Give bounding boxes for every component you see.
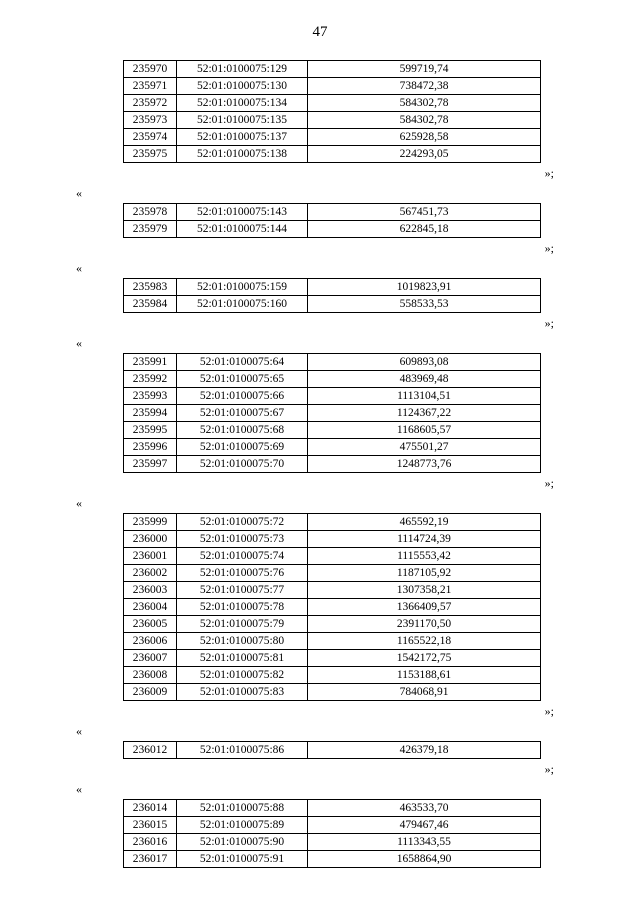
value-cell: 1307358,21 xyxy=(308,582,541,599)
value-cell: 584302,78 xyxy=(308,112,541,129)
cadastral-table xyxy=(123,353,541,473)
cadastral-number-cell: 52:01:0100075:88 xyxy=(177,800,308,817)
cadastral-number-cell: 52:01:0100075:89 xyxy=(177,817,308,834)
value-cell: 2391170,50 xyxy=(308,616,541,633)
value-cell: 1113343,55 xyxy=(308,834,541,851)
cadastral-number-cell: 52:01:0100075:81 xyxy=(177,650,308,667)
cadastral-number-cell: 52:01:0100075:72 xyxy=(177,514,308,531)
value-cell: 738472,38 xyxy=(308,78,541,95)
cadastral-number-cell: 52:01:0100075:86 xyxy=(177,742,308,759)
row-number-cell: 235997 xyxy=(124,456,177,473)
row-number-cell: 235993 xyxy=(124,388,177,405)
row-number-cell: 235979 xyxy=(124,221,177,238)
cadastral-number-cell: 52:01:0100075:68 xyxy=(177,422,308,439)
cadastral-number-cell: 52:01:0100075:74 xyxy=(177,548,308,565)
table-block xyxy=(0,258,640,333)
table-row xyxy=(124,221,541,238)
cadastral-number-cell: 52:01:0100075:78 xyxy=(177,599,308,616)
value-cell: 1113104,51 xyxy=(308,388,541,405)
table-row xyxy=(124,599,541,616)
cadastral-number-cell: 52:01:0100075:76 xyxy=(177,565,308,582)
table-block xyxy=(0,721,640,779)
value-cell: 558533,53 xyxy=(308,296,541,313)
table-row xyxy=(124,650,541,667)
table-row xyxy=(124,129,541,146)
row-number-cell: 235994 xyxy=(124,405,177,422)
table-row xyxy=(124,95,541,112)
cadastral-table xyxy=(123,203,541,238)
cadastral-number-cell: 52:01:0100075:79 xyxy=(177,616,308,633)
cadastral-number-cell: 52:01:0100075:90 xyxy=(177,834,308,851)
row-number-cell: 235973 xyxy=(124,112,177,129)
table-row xyxy=(124,817,541,834)
table-row xyxy=(124,834,541,851)
opening-quote: « xyxy=(76,724,82,738)
table-row xyxy=(124,667,541,684)
table-row xyxy=(124,61,541,78)
closing-quote: »; xyxy=(544,704,554,718)
cadastral-number-cell: 52:01:0100075:82 xyxy=(177,667,308,684)
value-cell: 1165522,18 xyxy=(308,633,541,650)
closing-quote: »; xyxy=(544,316,554,330)
cadastral-number-cell: 52:01:0100075:83 xyxy=(177,684,308,701)
cadastral-number-cell: 52:01:0100075:143 xyxy=(177,204,308,221)
cadastral-number-cell: 52:01:0100075:130 xyxy=(177,78,308,95)
table-block xyxy=(0,183,640,258)
opening-quote: « xyxy=(76,496,82,510)
value-cell: 426379,18 xyxy=(308,742,541,759)
table-row xyxy=(124,456,541,473)
table-row xyxy=(124,78,541,95)
row-number-cell: 236014 xyxy=(124,800,177,817)
row-number-cell: 235996 xyxy=(124,439,177,456)
row-number-cell: 236009 xyxy=(124,684,177,701)
value-cell: 1153188,61 xyxy=(308,667,541,684)
cadastral-number-cell: 52:01:0100075:160 xyxy=(177,296,308,313)
cadastral-number-cell: 52:01:0100075:137 xyxy=(177,129,308,146)
table-row xyxy=(124,439,541,456)
value-cell: 475501,27 xyxy=(308,439,541,456)
table-row xyxy=(124,279,541,296)
row-number-cell: 236008 xyxy=(124,667,177,684)
cadastral-number-cell: 52:01:0100075:144 xyxy=(177,221,308,238)
row-number-cell: 235975 xyxy=(124,146,177,163)
cadastral-table xyxy=(123,513,541,701)
opening-quote: « xyxy=(76,261,82,275)
table-row xyxy=(124,371,541,388)
table-row xyxy=(124,742,541,759)
row-number-cell: 235984 xyxy=(124,296,177,313)
opening-quote: « xyxy=(76,186,82,200)
table-row xyxy=(124,422,541,439)
page-number: 47 xyxy=(312,24,328,40)
cadastral-number-cell: 52:01:0100075:66 xyxy=(177,388,308,405)
row-number-cell: 235992 xyxy=(124,371,177,388)
table-row xyxy=(124,633,541,650)
closing-quote: »; xyxy=(544,166,554,180)
cadastral-number-cell: 52:01:0100075:65 xyxy=(177,371,308,388)
row-number-cell: 235972 xyxy=(124,95,177,112)
value-cell: 1114724,39 xyxy=(308,531,541,548)
row-number-cell: 236003 xyxy=(124,582,177,599)
row-number-cell: 235978 xyxy=(124,204,177,221)
row-number-cell: 236012 xyxy=(124,742,177,759)
value-cell: 784068,91 xyxy=(308,684,541,701)
cadastral-table xyxy=(123,799,541,868)
cadastral-number-cell: 52:01:0100075:159 xyxy=(177,279,308,296)
row-number-cell: 236004 xyxy=(124,599,177,616)
value-cell: 622845,18 xyxy=(308,221,541,238)
value-cell: 1124367,22 xyxy=(308,405,541,422)
cadastral-number-cell: 52:01:0100075:69 xyxy=(177,439,308,456)
row-number-cell: 235983 xyxy=(124,279,177,296)
row-number-cell: 236001 xyxy=(124,548,177,565)
table-row xyxy=(124,388,541,405)
table-row xyxy=(124,204,541,221)
cadastral-number-cell: 52:01:0100075:134 xyxy=(177,95,308,112)
row-number-cell: 235971 xyxy=(124,78,177,95)
table-row xyxy=(124,514,541,531)
table-row xyxy=(124,296,541,313)
value-cell: 1168605,57 xyxy=(308,422,541,439)
row-number-cell: 235974 xyxy=(124,129,177,146)
table-row xyxy=(124,800,541,817)
table-row xyxy=(124,684,541,701)
row-number-cell: 236005 xyxy=(124,616,177,633)
value-cell: 224293,05 xyxy=(308,146,541,163)
value-cell: 599719,74 xyxy=(308,61,541,78)
table-row xyxy=(124,851,541,868)
closing-quote: »; xyxy=(544,241,554,255)
cadastral-number-cell: 52:01:0100075:91 xyxy=(177,851,308,868)
opening-quote: « xyxy=(76,782,82,796)
table-block xyxy=(0,779,640,868)
table-row xyxy=(124,565,541,582)
document-body xyxy=(0,60,640,868)
table-row xyxy=(124,548,541,565)
table-row xyxy=(124,616,541,633)
value-cell: 463533,70 xyxy=(308,800,541,817)
row-number-cell: 236000 xyxy=(124,531,177,548)
value-cell: 1658864,90 xyxy=(308,851,541,868)
table-block xyxy=(0,493,640,721)
row-number-cell: 235999 xyxy=(124,514,177,531)
table-row xyxy=(124,146,541,163)
value-cell: 609893,08 xyxy=(308,354,541,371)
closing-quote: »; xyxy=(544,762,554,776)
table-block xyxy=(0,333,640,493)
table-row xyxy=(124,112,541,129)
cadastral-table xyxy=(123,60,541,163)
cadastral-table xyxy=(123,278,541,313)
opening-quote: « xyxy=(76,336,82,350)
table-row xyxy=(124,531,541,548)
value-cell: 1019823,91 xyxy=(308,279,541,296)
row-number-cell: 235970 xyxy=(124,61,177,78)
value-cell: 479467,46 xyxy=(308,817,541,834)
cadastral-number-cell: 52:01:0100075:77 xyxy=(177,582,308,599)
row-number-cell: 236017 xyxy=(124,851,177,868)
value-cell: 1115553,42 xyxy=(308,548,541,565)
table-row xyxy=(124,405,541,422)
cadastral-number-cell: 52:01:0100075:64 xyxy=(177,354,308,371)
row-number-cell: 236015 xyxy=(124,817,177,834)
value-cell: 567451,73 xyxy=(308,204,541,221)
value-cell: 625928,58 xyxy=(308,129,541,146)
cadastral-number-cell: 52:01:0100075:80 xyxy=(177,633,308,650)
value-cell: 1248773,76 xyxy=(308,456,541,473)
table-block xyxy=(0,60,640,183)
value-cell: 1187105,92 xyxy=(308,565,541,582)
value-cell: 465592,19 xyxy=(308,514,541,531)
row-number-cell: 236007 xyxy=(124,650,177,667)
cadastral-number-cell: 52:01:0100075:70 xyxy=(177,456,308,473)
table-row xyxy=(124,354,541,371)
cadastral-number-cell: 52:01:0100075:138 xyxy=(177,146,308,163)
closing-quote: »; xyxy=(544,476,554,490)
row-number-cell: 235995 xyxy=(124,422,177,439)
value-cell: 1366409,57 xyxy=(308,599,541,616)
row-number-cell: 236006 xyxy=(124,633,177,650)
cadastral-number-cell: 52:01:0100075:73 xyxy=(177,531,308,548)
cadastral-number-cell: 52:01:0100075:129 xyxy=(177,61,308,78)
value-cell: 483969,48 xyxy=(308,371,541,388)
row-number-cell: 236002 xyxy=(124,565,177,582)
cadastral-table xyxy=(123,741,541,759)
value-cell: 584302,78 xyxy=(308,95,541,112)
value-cell: 1542172,75 xyxy=(308,650,541,667)
cadastral-number-cell: 52:01:0100075:135 xyxy=(177,112,308,129)
table-row xyxy=(124,582,541,599)
row-number-cell: 235991 xyxy=(124,354,177,371)
row-number-cell: 236016 xyxy=(124,834,177,851)
cadastral-number-cell: 52:01:0100075:67 xyxy=(177,405,308,422)
